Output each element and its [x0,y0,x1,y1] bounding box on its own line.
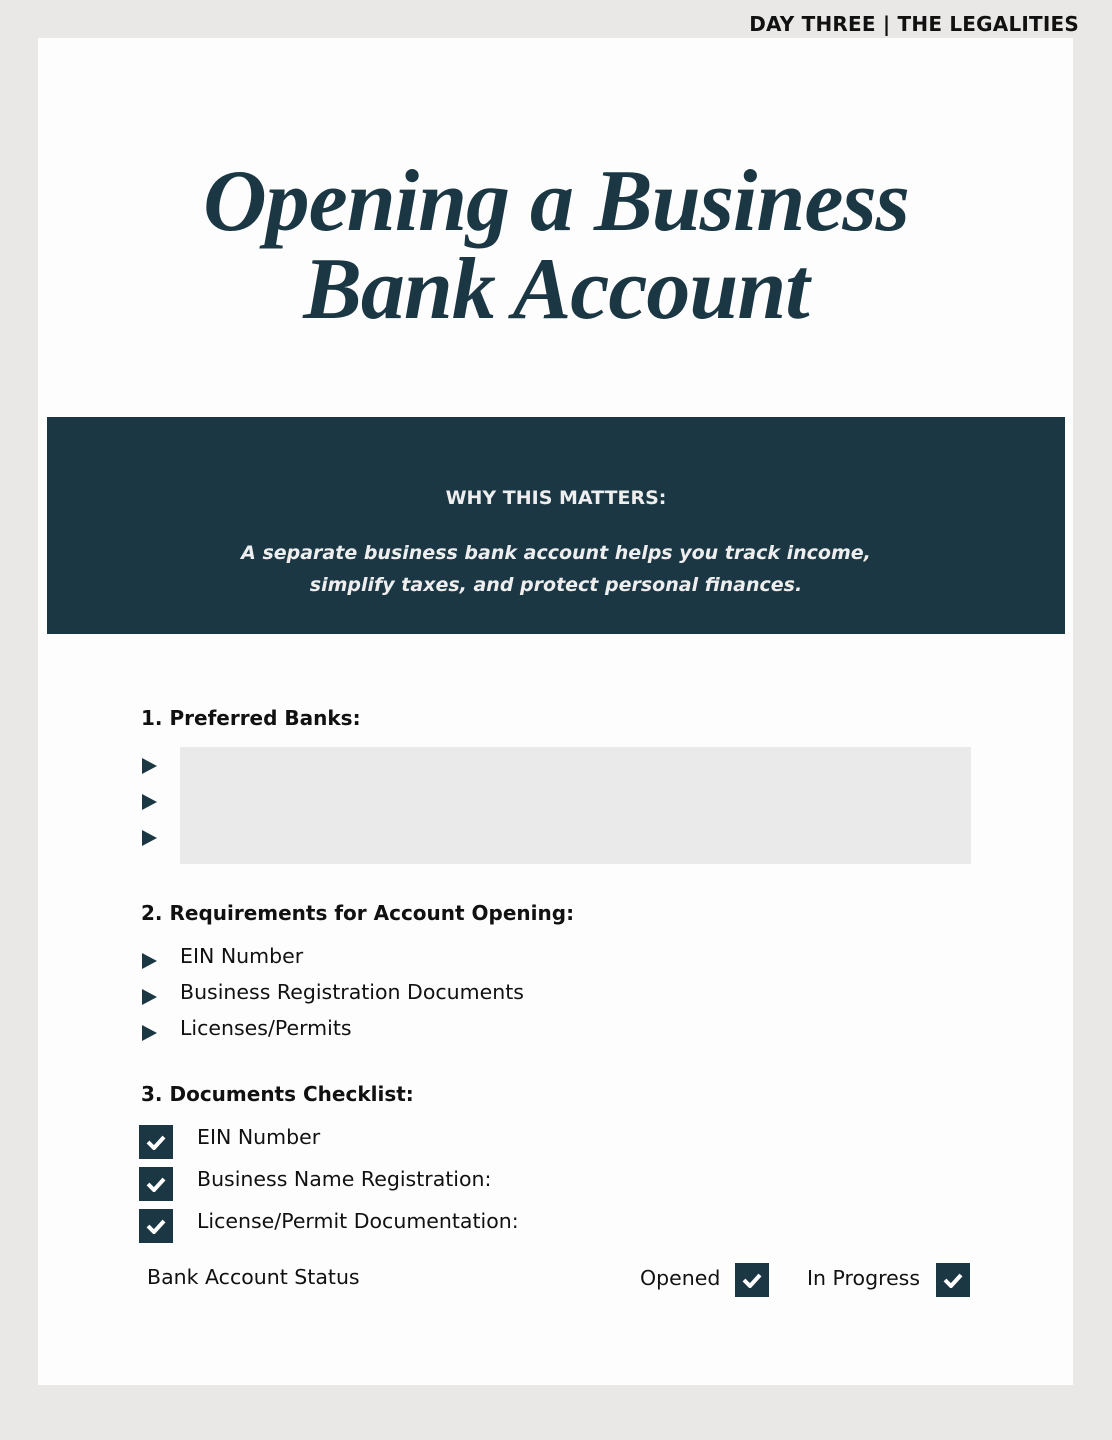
banner-line-2: simplify taxes, and protect personal finances. [309,574,803,596]
why-banner [47,417,1065,634]
bullet-triangle-icon [142,953,157,969]
title-line-1: Opening a Business [203,153,909,250]
checkbox-checked[interactable] [139,1125,173,1159]
checklist-item: EIN Number [197,1125,321,1149]
check-icon [146,1218,166,1234]
checklist-item: Business Name Registration: [197,1167,492,1191]
check-icon [146,1134,166,1150]
title-line-2: Bank Account [303,241,809,338]
preferred-banks-field[interactable] [180,747,971,864]
in-progress-checkbox[interactable] [936,1263,970,1297]
opened-checkbox[interactable] [735,1263,769,1297]
checkbox-checked[interactable] [139,1209,173,1243]
section-heading-checklist: 3. Documents Checklist: [141,1082,414,1106]
requirement-item: EIN Number [180,944,304,968]
checklist-item: License/Permit Documentation: [197,1209,519,1233]
bullet-triangle-icon [142,989,157,1005]
check-icon [742,1272,762,1288]
banner-line-1: A separate business bank account helps you track income, [241,542,871,564]
banner-text [47,537,1065,601]
bullet-triangle-icon [142,830,157,846]
status-label: Bank Account Status [147,1265,360,1289]
bullet-triangle-icon [142,794,157,810]
check-icon [943,1272,963,1288]
page-header: DAY THREE | THE LEGALITIES [749,12,1079,36]
section-heading-requirements: 2. Requirements for Account Opening: [141,901,575,925]
status-in-progress-label: In Progress [807,1266,921,1290]
requirement-item: Business Registration Documents [180,980,524,1004]
banner-heading: WHY THIS MATTERS: [445,487,667,509]
requirement-item: Licenses/Permits [180,1016,352,1040]
status-opened-label: Opened [640,1266,721,1290]
section-heading-banks: 1. Preferred Banks: [141,706,361,730]
check-icon [146,1176,166,1192]
bullet-triangle-icon [142,758,157,774]
bullet-triangle-icon [142,1025,157,1041]
checkbox-checked[interactable] [139,1167,173,1201]
